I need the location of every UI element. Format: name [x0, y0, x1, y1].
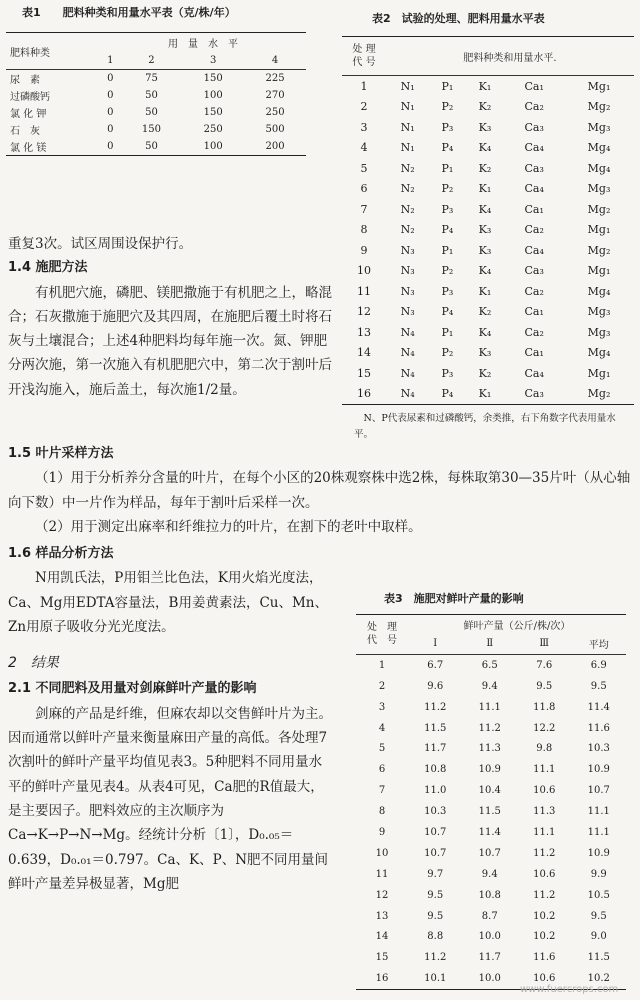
table-2-caption: 表2 试验的处理、肥料用量水平表: [372, 12, 545, 25]
table-cell: 11.1: [478, 701, 501, 713]
table-cell: 9.5: [590, 680, 607, 692]
table-cell: 11.5: [478, 806, 501, 818]
table-cell: Ca₃: [524, 387, 544, 401]
table-cell: 8.7: [481, 910, 498, 922]
table-cell: N₂: [400, 202, 415, 216]
table-cell: Ca₁: [524, 79, 544, 93]
table-cell: 250: [203, 124, 223, 135]
table-cell: 11.2: [533, 847, 556, 859]
text-column-lower: [8, 542, 334, 896]
table-cell: 11.6: [533, 952, 556, 964]
table-cell: N₄: [400, 325, 415, 339]
table-cell: 9.9: [590, 868, 607, 880]
table-2-code: 9: [360, 243, 368, 257]
table-2-col-code: 处 理 代 号: [352, 44, 376, 68]
table-cell: Ca₂: [524, 284, 544, 298]
table-cell: 11.2: [533, 889, 556, 901]
table-cell: Ca₃: [524, 161, 544, 175]
table-cell: 11.7: [424, 743, 447, 755]
table-cell: Mg₁: [587, 366, 611, 380]
table-cell: N₄: [400, 366, 415, 380]
table-3-code: 9: [378, 826, 386, 838]
table-cell: 10.6: [533, 868, 556, 880]
table-cell: 9.5: [590, 910, 607, 922]
table-row: [342, 343, 634, 364]
table-row: [356, 822, 626, 843]
table-cell: K₃: [478, 346, 492, 360]
table-cell: P₄: [441, 223, 454, 237]
table-cell: N₄: [400, 387, 415, 401]
table-cell: 0: [107, 141, 114, 152]
text-column-upper: [8, 232, 334, 402]
table-cell: 10.5: [587, 889, 610, 901]
table-cell: P₁: [441, 325, 454, 339]
table-cell: 11.1: [533, 764, 556, 776]
table-cell: K₂: [478, 305, 492, 319]
table-cell: 500: [265, 124, 285, 135]
table-cell: 10.9: [587, 847, 610, 859]
table-cell: K₄: [478, 202, 492, 216]
table-cell: 11.4: [587, 701, 610, 713]
table-cell: 50: [145, 90, 158, 101]
table-2-code: 8: [360, 223, 368, 237]
table-cell: P₁: [441, 161, 454, 175]
table-3-code: 11: [375, 868, 389, 880]
table-cell: K₂: [478, 161, 492, 175]
table-cell: K₂: [478, 366, 492, 380]
table-cell: 11.1: [587, 826, 610, 838]
table-3-code: 8: [378, 806, 386, 818]
table-row: [356, 697, 626, 718]
table-3-code: 14: [375, 931, 389, 943]
table-cell: N₂: [400, 161, 415, 175]
table-cell: P₄: [441, 387, 454, 401]
para-1-5b: （2）用于测定出麻率和纤维拉力的叶片，在割下的老叶中取样。: [35, 518, 422, 535]
table-cell: 10.7: [424, 847, 447, 859]
table-cell: N₁: [400, 120, 415, 134]
table-2-col-fert: 肥料种类和用量水平.: [463, 52, 557, 64]
table-cell: 250: [265, 107, 285, 118]
table-cell: 10.2: [587, 973, 610, 985]
table-3-grid: [356, 614, 626, 990]
table-row: [342, 261, 634, 282]
table-cell: K₁: [478, 182, 492, 196]
table-3-group-header: 鲜叶产量（公斤/株/次）: [463, 620, 571, 632]
table-cell: Ca₁: [524, 346, 544, 360]
table-cell: 11.7: [478, 952, 501, 964]
table-cell: Ca₂: [524, 325, 544, 339]
table-3-code: 3: [378, 701, 386, 713]
table-cell: 10.1: [424, 973, 447, 985]
table-1-level-header: 用 量 水 平: [168, 38, 238, 50]
table-cell: 200: [265, 141, 285, 152]
table-1-level: 3: [210, 54, 217, 66]
table-cell: 10.7: [424, 826, 447, 838]
table-cell: 10.9: [478, 764, 501, 776]
table-row: [356, 738, 626, 759]
table-2-code: 16: [357, 387, 371, 401]
table-cell: Mg₁: [587, 264, 611, 278]
table-cell: Ca₄: [524, 182, 544, 196]
table-cell: 225: [265, 73, 285, 84]
table-cell: P₄: [441, 141, 454, 155]
table-cell: Mg₃: [587, 182, 611, 196]
table-3-code: 6: [378, 764, 386, 776]
table-3-rep: Ⅲ: [539, 637, 550, 649]
table-cell: 9.7: [427, 868, 444, 880]
table-3-code: 2: [378, 680, 386, 692]
table-cell: 9.5: [427, 889, 444, 901]
table-cell: 10.2: [533, 910, 556, 922]
table-cell: K₄: [478, 325, 492, 339]
table-cell: Ca₄: [524, 366, 544, 380]
table-cell: P₂: [441, 100, 454, 114]
table-2-code: 5: [360, 161, 368, 175]
heading-2: 2 结果: [8, 655, 59, 672]
table-cell: 11.1: [587, 806, 610, 818]
table-cell: 100: [203, 141, 223, 152]
table-cell: 9.6: [427, 680, 444, 692]
table-cell: 10.4: [478, 785, 501, 797]
table-row: [342, 384, 634, 405]
table-cell: Mg₂: [587, 100, 611, 114]
table-row: [356, 801, 626, 822]
table-cell: N₃: [400, 305, 415, 319]
table-cell: 9.4: [481, 680, 498, 692]
table-cell: 11.5: [424, 722, 447, 734]
table-3: [356, 590, 626, 990]
text-fullwidth: [8, 442, 636, 539]
table-row: [356, 718, 626, 739]
table-cell: N₂: [400, 223, 415, 237]
table-cell: 0: [107, 107, 114, 118]
table-1-row-label: 氯 化 镁: [10, 143, 47, 154]
table-cell: P₁: [441, 243, 454, 257]
table-cell: P₄: [441, 305, 454, 319]
table-cell: 9.4: [481, 868, 498, 880]
table-row: [356, 906, 626, 927]
table-cell: 150: [141, 124, 162, 135]
table-cell: 150: [203, 107, 223, 118]
table-row: [6, 87, 306, 104]
table-cell: P₃: [441, 202, 454, 216]
table-3-code: 10: [375, 847, 389, 859]
table-cell: N₁: [400, 79, 415, 93]
table-cell: 11.3: [533, 806, 556, 818]
table-1-row-label: 过磷酸钙: [10, 92, 50, 103]
table-3-rep: Ⅰ: [433, 637, 438, 649]
table-cell: 11.8: [533, 701, 556, 713]
text-line-1: 重复3次。试区周围设保护行。: [8, 236, 193, 252]
table-cell: 10.0: [478, 931, 501, 943]
para-2-1: 剑麻的产品是纤维，但麻农却以交售鲜叶片为主。因而通常以鲜叶产量来衡量麻田产量的高低。各处理7次割叶的鲜叶产量平均值见表3。5种肥料不同用量水平的鲜叶产量见表4。从表4可见，Ca肥的R值最大，是主要因子。肥料效应的主次顺序为Ca→K→P→N→Mg。经统计分析〔1〕，D₀.₀₅＝0.639，D₀.₀₁＝0.797。Ca、K、P、N肥不同用量间鲜叶产量差异极显著，Mg肥: [8, 705, 332, 892]
table-cell: 10.6: [533, 973, 556, 985]
table-row: [356, 780, 626, 801]
table-cell: 11.3: [478, 743, 501, 755]
table-row: [6, 138, 306, 156]
table-cell: 10.3: [587, 743, 610, 755]
table-row: [356, 843, 626, 864]
table-cell: 6.9: [590, 659, 607, 671]
table-2-code: 3: [360, 120, 368, 134]
para-1-4: 有机肥穴施，磷肥、镁肥撒施于有机肥之上，略混合；石灰撒施于施肥穴及其四周，在施肥后覆土时将石灰与土壤混合；上述4种肥料均每年施一次。氮、钾肥分两次施，第一次施入有机肥肥穴中，第二次于割叶后开浅沟施入，施后盖土，每次施1/2量。: [8, 284, 332, 398]
table-cell: K₁: [478, 387, 492, 401]
table-cell: N₃: [400, 284, 415, 298]
table-cell: Mg₂: [587, 387, 611, 401]
table-cell: 10.0: [478, 973, 501, 985]
table-1-row-label: 尿 素: [10, 75, 40, 86]
table-cell: 10.7: [478, 847, 501, 859]
table-1-row-label: 氯 化 钾: [10, 109, 47, 120]
table-row: [342, 220, 634, 241]
table-cell: Mg₃: [587, 120, 611, 134]
table-3-code: 5: [378, 743, 386, 755]
table-3-code: 15: [375, 952, 389, 964]
table-row: [342, 322, 634, 343]
table-cell: K₂: [478, 100, 492, 114]
table-3-code: 16: [375, 973, 389, 985]
table-cell: 150: [203, 73, 223, 84]
table-cell: K₃: [478, 120, 492, 134]
table-2-code: 12: [357, 305, 371, 319]
table-cell: N₄: [400, 346, 415, 360]
table-cell: Mg₄: [587, 161, 611, 175]
table-2-code: 1: [360, 79, 368, 93]
table-2-code: 4: [360, 141, 368, 155]
table-cell: 12.2: [533, 722, 556, 734]
table-1-level: 1: [107, 54, 114, 66]
table-1-level: 2: [148, 54, 155, 66]
table-row: [342, 97, 634, 118]
table-cell: Mg₁: [587, 223, 611, 237]
table-cell: 9.0: [590, 931, 607, 943]
table-cell: 11.4: [478, 826, 501, 838]
table-cell: 8.8: [427, 931, 444, 943]
table-cell: 50: [145, 107, 158, 118]
table-cell: 10.6: [533, 785, 556, 797]
table-row: [342, 240, 634, 261]
table-cell: 9.5: [536, 680, 553, 692]
table-row: [356, 676, 626, 697]
table-cell: Mg₄: [587, 284, 611, 298]
table-cell: P₂: [441, 346, 454, 360]
table-row: [342, 158, 634, 179]
table-row: [342, 76, 634, 97]
table-2-grid: [342, 36, 634, 405]
table-cell: P₂: [441, 182, 454, 196]
table-3-rep: 平均: [588, 639, 609, 651]
table-cell: P₃: [441, 366, 454, 380]
table-row: [342, 302, 634, 323]
table-cell: P₃: [441, 284, 454, 298]
table-cell: K₄: [478, 141, 492, 155]
table-1-row-label: 石 灰: [10, 126, 40, 137]
table-1: [6, 4, 306, 156]
table-cell: P₂: [441, 264, 454, 278]
table-cell: 9.5: [427, 910, 444, 922]
table-row: [342, 281, 634, 302]
table-3-code: 1: [378, 659, 386, 671]
table-cell: 6.5: [481, 659, 498, 671]
table-cell: 11.6: [587, 722, 610, 734]
table-3-caption: 表3 施肥对鲜叶产量的影响: [384, 592, 524, 605]
table-2-code: 6: [360, 182, 368, 196]
table-cell: N₃: [400, 243, 415, 257]
table-cell: 270: [265, 90, 285, 101]
table-cell: 11.2: [478, 722, 501, 734]
table-row: [342, 117, 634, 138]
table-cell: 9.8: [536, 743, 553, 755]
table-cell: 0: [107, 73, 114, 84]
table-2-code: 13: [357, 325, 371, 339]
table-2-code: 10: [357, 264, 371, 278]
table-cell: N₁: [400, 100, 415, 114]
table-2-code: 11: [357, 284, 371, 298]
table-cell: 100: [203, 90, 223, 101]
table-cell: 10.7: [587, 785, 610, 797]
table-2-code: 14: [357, 346, 371, 360]
table-cell: Mg₁: [587, 79, 611, 93]
table-cell: Mg₄: [587, 346, 611, 360]
table-cell: Ca₃: [524, 264, 544, 278]
table-cell: 6.7: [427, 659, 444, 671]
table-row: [6, 104, 306, 121]
table-1-caption: 表1 肥料种类和用量水平表（克/株/年）: [22, 6, 236, 19]
heading-1-6: 1.6 样品分析方法: [8, 546, 114, 561]
table-cell: K₁: [478, 284, 492, 298]
table-row: [356, 654, 626, 675]
table-cell: Ca₁: [524, 305, 544, 319]
table-3-code: 7: [378, 785, 386, 797]
table-cell: K₃: [478, 243, 492, 257]
table-cell: Mg₂: [587, 243, 611, 257]
table-cell: 7.6: [536, 659, 553, 671]
table-cell: 11.2: [424, 952, 447, 964]
table-3-col-code: 处 理 代 号: [356, 615, 408, 655]
table-cell: Mg₃: [587, 325, 611, 339]
table-cell: 11.5: [587, 952, 610, 964]
table-2-code: 15: [357, 366, 371, 380]
heading-2-1: 2.1 不同肥料及用量对剑麻鲜叶产量的影响: [8, 681, 257, 697]
table-cell: Ca₃: [524, 120, 544, 134]
table-cell: N₃: [400, 264, 415, 278]
table-3-code: 4: [378, 722, 386, 734]
table-2-note: N、P代表尿素和过磷酸钙，余类推，右下角数字代表用量水平。: [354, 413, 616, 440]
table-row: [356, 864, 626, 885]
table-cell: Ca₄: [524, 243, 544, 257]
table-cell: Ca₁: [524, 202, 544, 216]
table-cell: Ca₂: [524, 100, 544, 114]
para-1-6: N用凯氏法，P用钼兰比色法，K用火焰光度法，Ca、Mg用EDTA容量法，B用姜黄素法，Cu、Mn、Zn用原子吸收分光光度法。: [8, 570, 328, 635]
table-3-code: 13: [375, 910, 389, 922]
table-cell: 11.2: [424, 701, 447, 713]
table-row: [342, 199, 634, 220]
table-cell: Mg₂: [587, 202, 611, 216]
table-row: [356, 759, 626, 780]
table-cell: 10.8: [424, 764, 447, 776]
table-cell: Mg₄: [587, 141, 611, 155]
table-cell: K₁: [478, 79, 492, 93]
table-cell: 0: [107, 90, 114, 101]
table-cell: Ca₂: [524, 223, 544, 237]
heading-1-4: 1.4 施肥方法: [8, 260, 88, 276]
table-1-grid: [6, 32, 306, 156]
watermark: www.fuercrops.com: [520, 984, 619, 995]
table-cell: Mg₃: [587, 305, 611, 319]
table-cell: P₃: [441, 120, 454, 134]
table-row: [342, 179, 634, 200]
table-3-rep: Ⅱ: [486, 637, 494, 649]
table-row: [356, 947, 626, 968]
table-cell: Ca₄: [524, 141, 544, 155]
table-3-code: 12: [375, 889, 389, 901]
table-row: [342, 363, 634, 384]
table-row: [356, 885, 626, 906]
table-cell: P₁: [441, 79, 454, 93]
table-row: [356, 926, 626, 947]
table-cell: 50: [145, 141, 158, 152]
table-1-level: 4: [271, 54, 279, 66]
table-cell: 10.2: [533, 931, 556, 943]
table-cell: 10.9: [587, 764, 610, 776]
table-cell: 0: [107, 124, 114, 135]
table-1-col-label: 肥料种类: [6, 33, 100, 70]
table-cell: 10.8: [478, 889, 501, 901]
table-cell: K₃: [478, 223, 492, 237]
table-row: [342, 138, 634, 159]
table-row: [6, 70, 306, 88]
para-1-5a: （1）用于分析养分含量的叶片，在每个小区的20株观察株中选2株，每株取第30—35片叶（从心轴向下数）中一片作为样品，每年于割叶后采样一次。: [8, 470, 631, 511]
table-cell: N₁: [400, 141, 415, 155]
heading-1-5: 1.5 叶片采样方法: [8, 446, 114, 461]
table-row: [6, 121, 306, 138]
table-cell: K₄: [478, 264, 492, 278]
table-cell: 75: [145, 73, 158, 84]
table-cell: 10.3: [424, 806, 447, 818]
table-2-code: 7: [360, 202, 368, 216]
table-cell: 11.0: [424, 785, 447, 797]
table-2-code: 2: [360, 100, 368, 114]
table-cell: 11.1: [533, 826, 556, 838]
table-cell: N₂: [400, 182, 415, 196]
table-2: [342, 10, 634, 443]
